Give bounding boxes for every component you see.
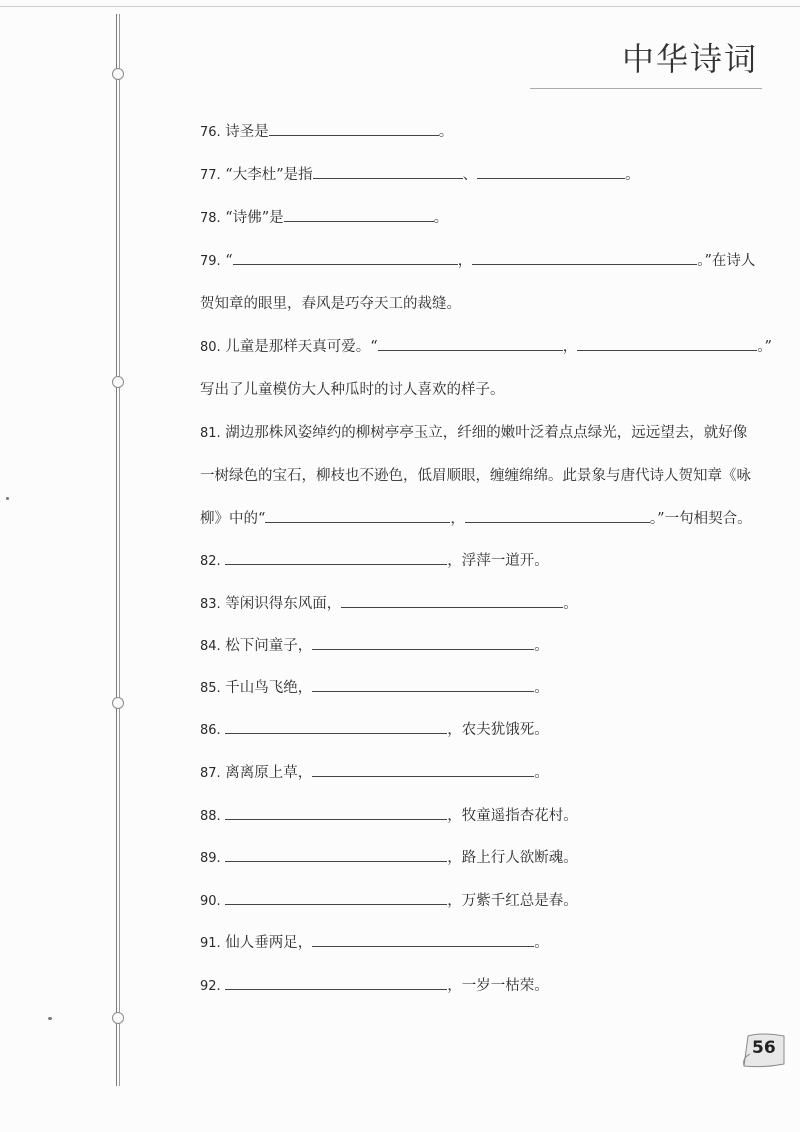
question-79-continued: 贺知章的眼里，春风是巧夺天工的裁缝。 <box>200 296 461 312</box>
answer-blank[interactable] <box>313 165 463 179</box>
answer-blank[interactable] <box>312 636 534 650</box>
answer-blank[interactable] <box>284 208 434 222</box>
page-number: 56 <box>752 1038 776 1058</box>
question-92: 92. ，一岁一枯荣。 <box>200 978 549 994</box>
question-80: 80. 儿童是那样天真可爱。“ ， 。” <box>200 339 772 355</box>
question-89: 89. ，路上行人欲断魂。 <box>200 850 578 866</box>
answer-blank[interactable] <box>225 806 447 820</box>
question-88: 88. ，牧童遥指杏花村。 <box>200 808 578 824</box>
scan-speck <box>48 1017 52 1020</box>
question-78: 78. “诗佛”是 。 <box>200 210 449 226</box>
question-79: 79. “ ， 。”在诗人 <box>200 253 756 269</box>
question-81: 81. 湖边那株风姿绰约的柳树亭亭玉立，纤细的嫩叶泛着点点绿光，远远望去，就好像 <box>200 425 748 441</box>
answer-blank[interactable] <box>312 933 534 947</box>
answer-blank[interactable] <box>465 509 650 523</box>
answer-blank[interactable] <box>233 251 458 265</box>
question-80-continued: 写出了儿童模仿大人种瓜时的讨人喜欢的样子。 <box>200 382 505 398</box>
answer-blank[interactable] <box>269 122 439 136</box>
page-edge <box>0 6 800 7</box>
question-76: 76. 诗圣是 。 <box>200 124 454 140</box>
question-83: 83. 等闲识得东风面， 。 <box>200 596 578 612</box>
answer-blank[interactable] <box>312 678 534 692</box>
binder-ring-icon <box>112 376 124 388</box>
title-underline <box>530 88 762 89</box>
answer-blank[interactable] <box>265 509 450 523</box>
binder-ring-icon <box>112 697 124 709</box>
question-82: 82. ，浮萍一道开。 <box>200 553 549 569</box>
binder-ring-icon <box>112 68 124 80</box>
question-81-continued: 一树绿色的宝石，柳枝也不逊色，低眉顺眼，缠缠绵绵。此景象与唐代诗人贺知章《咏 <box>200 468 751 484</box>
answer-blank[interactable] <box>225 976 447 990</box>
question-81-continued: 柳》中的“ ， 。”一句相契合。 <box>200 511 752 527</box>
answer-blank[interactable] <box>225 551 447 565</box>
answer-blank[interactable] <box>577 337 757 351</box>
answer-blank[interactable] <box>341 594 563 608</box>
question-86: 86. ，农夫犹饿死。 <box>200 722 549 738</box>
answer-blank[interactable] <box>225 720 447 734</box>
question-85: 85. 千山鸟飞绝， 。 <box>200 680 549 696</box>
binder-spine <box>116 14 120 1086</box>
question-87: 87. 离离原上草， 。 <box>200 765 549 781</box>
question-90: 90. ，万紫千红总是春。 <box>200 893 578 909</box>
question-91: 91. 仙人垂两足， 。 <box>200 935 549 951</box>
question-77: 77. “大李杜”是指 、 。 <box>200 167 640 183</box>
answer-blank[interactable] <box>477 165 625 179</box>
page-title: 中华诗词 <box>621 40 758 78</box>
binder-ring-icon <box>112 1012 124 1024</box>
answer-blank[interactable] <box>378 337 563 351</box>
answer-blank[interactable] <box>225 891 447 905</box>
scan-speck <box>6 497 9 500</box>
answer-blank[interactable] <box>312 763 534 777</box>
answer-blank[interactable] <box>225 848 447 862</box>
answer-blank[interactable] <box>472 251 697 265</box>
question-84: 84. 松下问童子， 。 <box>200 638 549 654</box>
